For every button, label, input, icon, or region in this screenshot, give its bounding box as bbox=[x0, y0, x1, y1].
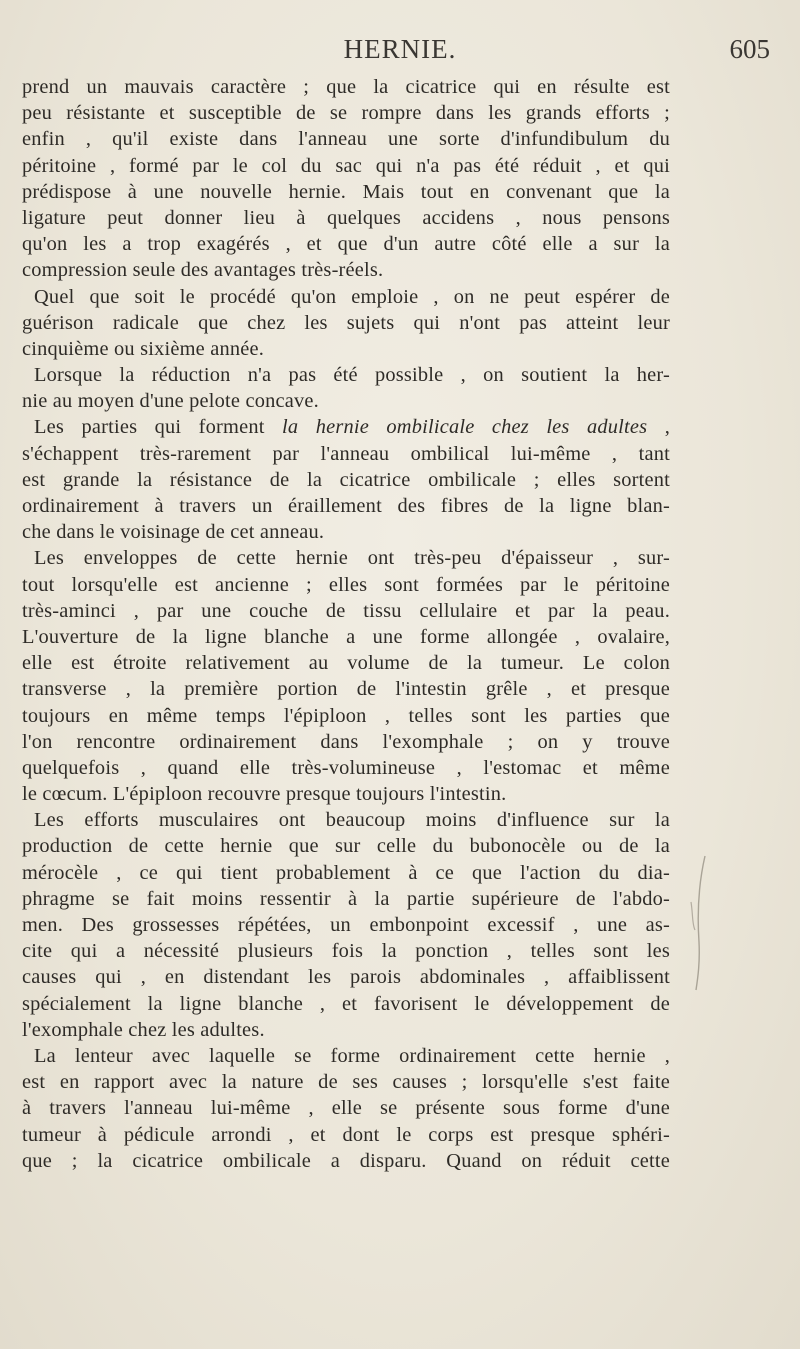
text-line: l'exomphale chez les adultes. bbox=[22, 1018, 265, 1041]
running-title: HERNIE. bbox=[343, 34, 457, 64]
margin-pencil-mark bbox=[683, 852, 713, 992]
text-line: che dans le voisinage de cet anneau. bbox=[22, 521, 325, 544]
text-line: compression seule des avantages très-réels. bbox=[22, 259, 384, 282]
page-number: 605 bbox=[729, 34, 770, 64]
text-line: enfin , qu'il existe dans l'anneau une sorte d'infundibulum du bbox=[22, 128, 670, 151]
text-line: Lorsque la réduction n'a pas été possible , on soutient la her- bbox=[34, 364, 670, 387]
text-line: elle est étroite relativement au volume de la tumeur. Le colon bbox=[22, 652, 670, 675]
text-run: , bbox=[647, 416, 670, 439]
text-line: prédispose à une nouvelle hernie. Mais tout en convenant que la bbox=[22, 180, 670, 203]
text-line: quelquefois , quand elle très-volumineuse , l'estomac et même bbox=[22, 756, 670, 779]
text-line: phragme se fait moins ressentir à la partie supérieure de l'abdo- bbox=[22, 887, 670, 910]
italic-run: la hernie ombilicale chez les adultes bbox=[282, 416, 648, 439]
body-text bbox=[22, 74, 670, 1174]
text-line: men. Des grossesses répétées, un embonpoint excessif , une as- bbox=[22, 914, 670, 936]
text-line: s'échappent très-rarement par l'anneau ombilical lui-même , tant bbox=[22, 442, 670, 465]
text-line: peu résistante et susceptible de se rompre dans les grands efforts ; bbox=[22, 102, 670, 125]
text-run: Les parties qui forment bbox=[34, 416, 283, 439]
text-line: prend un mauvais caractère ; que la cicatrice qui en résulte est bbox=[22, 76, 670, 98]
text-line: production de cette hernie que sur celle du bubonocèle ou de la bbox=[22, 835, 670, 858]
text-line: Les enveloppes de cette hernie ont très-peu d'épaisseur , sur- bbox=[34, 547, 670, 570]
text-line: guérison radicale que chez les sujets qui n'ont pas atteint leur bbox=[22, 311, 670, 334]
text-line: est grande la résistance de la cicatrice ombilicale ; elles sortent bbox=[22, 468, 670, 491]
text-line: ordinairement à travers un éraillement des fibres de la ligne blan- bbox=[22, 495, 670, 517]
text-line: Quel que soit le procédé qu'on emploie , on ne peut espérer de bbox=[34, 285, 670, 308]
text-line: transverse , la première portion de l'intestin grêle , et presque bbox=[22, 678, 670, 701]
text-line: le cœcum. L'épiploon recouvre presque toujours l'intestin. bbox=[22, 783, 507, 806]
text-line: est en rapport avec la nature de ses causes ; lorsqu'elle s'est faite bbox=[22, 1071, 670, 1094]
text-line: cite qui a nécessité plusieurs fois la ponction , telles sont les bbox=[22, 940, 670, 963]
text-line: péritoine , formé par le col du sac qui n'a pas été réduit , et qui bbox=[22, 154, 670, 177]
page-header bbox=[0, 34, 800, 74]
text-line: causes qui , en distendant les parois abdominales , affaiblissent bbox=[22, 966, 670, 989]
text-line: l'on rencontre ordinairement dans l'exomphale ; on y trouve bbox=[22, 730, 670, 753]
text-line: que ; la cicatrice ombilicale a disparu. Quand on réduit cette bbox=[22, 1149, 670, 1172]
text-line: toujours en même temps l'épiploon , telles sont les parties que bbox=[22, 704, 670, 727]
text-line: qu'on les a trop exagérés , et que d'un autre côté elle a sur la bbox=[22, 233, 670, 256]
text-line: à travers l'anneau lui-même , elle se présente sous forme d'une bbox=[22, 1097, 670, 1120]
text-line: L'ouverture de la ligne blanche a une forme allongée , ovalaire, bbox=[22, 625, 670, 648]
text-line: tout lorsqu'elle est ancienne ; elles sont formées par le péritoine bbox=[22, 573, 670, 596]
text-line bbox=[22, 414, 670, 440]
text-line: mérocèle , ce qui tient probablement à ce que l'action du dia- bbox=[22, 861, 670, 884]
text-line: spécialement la ligne blanche , et favorisent le développement de bbox=[22, 992, 670, 1015]
text-line: La lenteur avec laquelle se forme ordinairement cette hernie , bbox=[34, 1044, 670, 1067]
text-line: nie au moyen d'une pelote concave. bbox=[22, 390, 319, 413]
text-line: cinquième ou sixième année. bbox=[22, 337, 265, 360]
text-line: Les efforts musculaires ont beaucoup moins d'influence sur la bbox=[34, 809, 670, 832]
text-line: tumeur à pédicule arrondi , et dont le corps est presque sphéri- bbox=[22, 1123, 670, 1146]
text-line: ligature peut donner lieu à quelques accidens , nous pensons bbox=[22, 206, 670, 229]
text-line: très-aminci , par une couche de tissu cellulaire et par la peau. bbox=[22, 599, 670, 622]
